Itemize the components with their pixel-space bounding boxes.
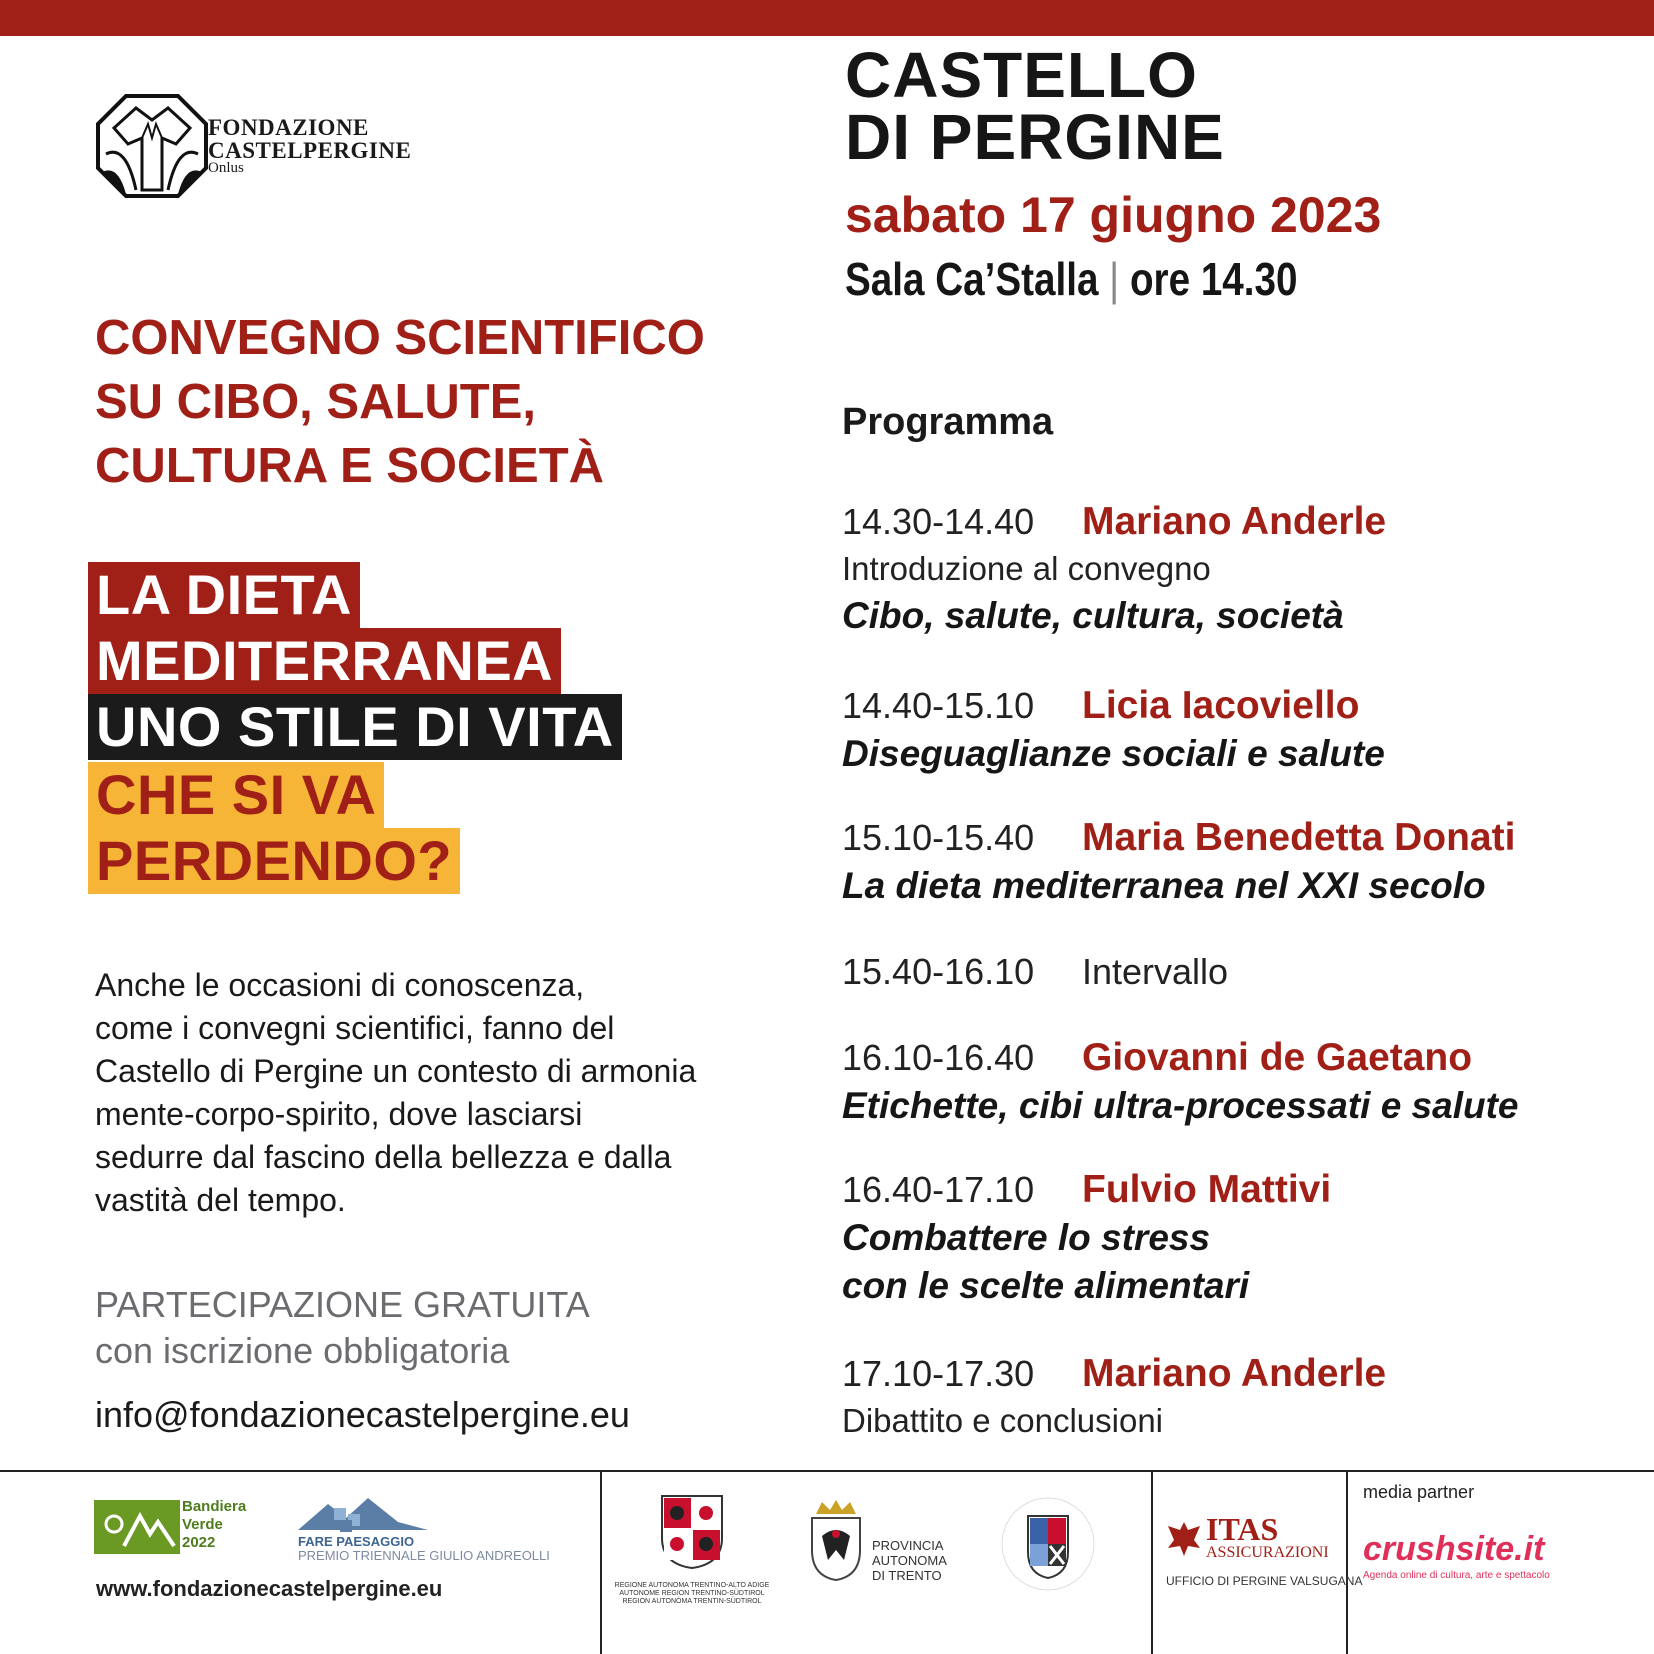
programme-slot	[842, 1034, 1642, 1130]
break-label: Intervallo	[1082, 951, 1229, 992]
programme-slot	[842, 1166, 1642, 1310]
bandiera-line-1: Bandiera	[182, 1498, 247, 1515]
participation-free: PARTECIPAZIONE GRATUITA	[95, 1284, 590, 1325]
description-line: mente-corpo-spirito, dove lasciarsi	[95, 1096, 583, 1132]
media-partner-label: media partner	[1363, 1482, 1475, 1502]
programme-heading: Programma	[842, 401, 1054, 443]
talk-title: La dieta mediterranea nel XXI secolo	[842, 865, 1486, 906]
title-line-2: MEDITERRANEA	[88, 628, 561, 694]
logo-line-1: FONDAZIONE	[208, 115, 369, 140]
footer-divider	[0, 1470, 1654, 1472]
slot-description: Dibattito e conclusioni	[842, 1402, 1164, 1439]
regione-line: REGIONE AUTONOMA TRENTINO-ALTO ADIGE	[614, 1582, 770, 1589]
fare-paesaggio-logo	[298, 1490, 548, 1566]
slot-time: 15.40-16.10	[842, 951, 1035, 992]
event-date: sabato 17 giugno 2023	[845, 187, 1382, 243]
fare-title: FARE PAESAGGIO	[298, 1534, 415, 1549]
footer-column-divider	[600, 1472, 602, 1654]
venue-name	[845, 39, 1225, 173]
provincia-crest-icon	[808, 1500, 864, 1582]
itas-subtitle: ASSICURAZIONI	[1206, 1544, 1329, 1561]
venue-name-line-2: DI PERGINE	[845, 101, 1225, 173]
title-line-5: PERDENDO?	[88, 828, 460, 894]
regione-line: REGION AUTONÓMA TRENTIN-SÜDTIROL	[622, 1598, 762, 1605]
description-line: come i convegni scientifici, fanno del	[95, 1010, 615, 1046]
speaker-name: Licia Iacoviello	[1082, 684, 1360, 727]
programme-slot	[842, 814, 1642, 910]
provincia-line: DI TRENTO	[872, 1568, 942, 1583]
subtitle-line-2: SU CIBO, SALUTE,	[95, 375, 537, 429]
start-time: ore 14.30	[1129, 253, 1298, 305]
speaker-name: Giovanni de Gaetano	[1082, 1036, 1473, 1079]
talk-title: Diseguaglianze sociali e salute	[842, 733, 1385, 774]
contact-email[interactable]: info@fondazionecastelpergine.eu	[95, 1394, 630, 1435]
slot-time: 17.10-17.30	[842, 1353, 1035, 1394]
slot-description: Introduzione al convegno	[842, 550, 1211, 587]
itas-eagle-icon	[1166, 1518, 1202, 1558]
slot-time: 16.10-16.40	[842, 1037, 1035, 1078]
castle-logo-icon	[96, 94, 208, 198]
description-line: sedurre dal fascino della bellezza e dalla	[95, 1139, 672, 1175]
logo-line-2: CASTELPERGINE	[208, 138, 412, 163]
itas-office: UFFICIO DI PERGINE VALSUGANA	[1166, 1574, 1363, 1588]
mountain-sun-icon	[94, 1500, 180, 1554]
crushsite-logo[interactable]: crushsite.it	[1363, 1530, 1545, 1568]
speaker-name: Fulvio Mattivi	[1082, 1168, 1332, 1211]
talk-title: Etichette, cibi ultra-processati e salute	[842, 1085, 1519, 1126]
bandiera-verde-logo	[94, 1498, 248, 1556]
room-and-time	[845, 252, 1298, 306]
regione-text	[612, 1582, 772, 1606]
top-bar	[0, 0, 1654, 36]
description-line: Anche le occasioni di conoscenza,	[95, 967, 585, 1003]
logo-line-3: Onlus	[208, 160, 244, 176]
title-line-1: LA DIETA	[88, 562, 360, 628]
room-name: Sala Ca’Stalla	[845, 253, 1099, 305]
description-line: vastità del tempo.	[95, 1182, 346, 1218]
conference-subtitle	[95, 306, 705, 498]
provincia-line: PROVINCIA	[872, 1538, 944, 1553]
programme-slot	[842, 948, 1642, 996]
slot-time: 14.40-15.10	[842, 685, 1035, 726]
slot-time: 14.30-14.40	[842, 501, 1035, 542]
crushsite-tagline: Agenda online di cultura, arte e spettacolo	[1363, 1570, 1550, 1581]
bandiera-line-2: Verde	[182, 1516, 223, 1533]
speaker-name: Mariano Anderle	[1082, 1352, 1387, 1395]
subtitle-line-3: CULTURA E SOCIETÀ	[95, 439, 605, 493]
mountain-cubes-icon	[298, 1490, 428, 1532]
participation-registration: con iscrizione obbligatoria	[95, 1330, 510, 1371]
bandiera-line-3: 2022	[182, 1534, 216, 1551]
itas-title: ITAS	[1206, 1511, 1279, 1547]
regional-coat-of-arms-icon	[660, 1494, 724, 1570]
subtitle-line-1: CONVEGNO SCIENTIFICO	[95, 311, 705, 365]
description-text	[95, 964, 795, 1222]
venue-name-line-1: CASTELLO	[845, 39, 1198, 111]
fare-subtitle: PREMIO TRIENNALE GIULIO ANDREOLLI	[298, 1548, 550, 1563]
title-line-4: CHE SI VA	[88, 762, 384, 828]
programme-slot	[842, 498, 1642, 640]
talk-title: Cibo, salute, cultura, società	[842, 595, 1344, 636]
programme-slot	[842, 1350, 1642, 1444]
footer-column-divider	[1151, 1472, 1153, 1654]
speaker-name: Mariano Anderle	[1082, 500, 1387, 543]
separator: |	[1109, 253, 1120, 305]
footer-column-divider	[1346, 1472, 1348, 1654]
speaker-name: Maria Benedetta Donati	[1082, 816, 1516, 859]
provincia-line: AUTONOMA	[872, 1553, 947, 1568]
description-line: Castello di Pergine un contesto di armonia	[95, 1053, 697, 1089]
slot-time: 15.10-15.40	[842, 817, 1035, 858]
programme-slot	[842, 682, 1642, 778]
regione-line: AUTONOME REGION TRENTINO-SÜDTIROL	[619, 1590, 765, 1597]
title-line-3: UNO STILE DI VITA	[88, 694, 622, 760]
comunita-seal-icon	[1000, 1494, 1096, 1594]
provincia-text	[872, 1538, 947, 1583]
website-link[interactable]: www.fondazionecastelpergine.eu	[96, 1576, 443, 1601]
slot-time: 16.40-17.10	[842, 1169, 1035, 1210]
talk-title-line-1: Combattere lo stress	[842, 1217, 1211, 1258]
talk-title-line-2: con le scelte alimentari	[842, 1265, 1250, 1306]
